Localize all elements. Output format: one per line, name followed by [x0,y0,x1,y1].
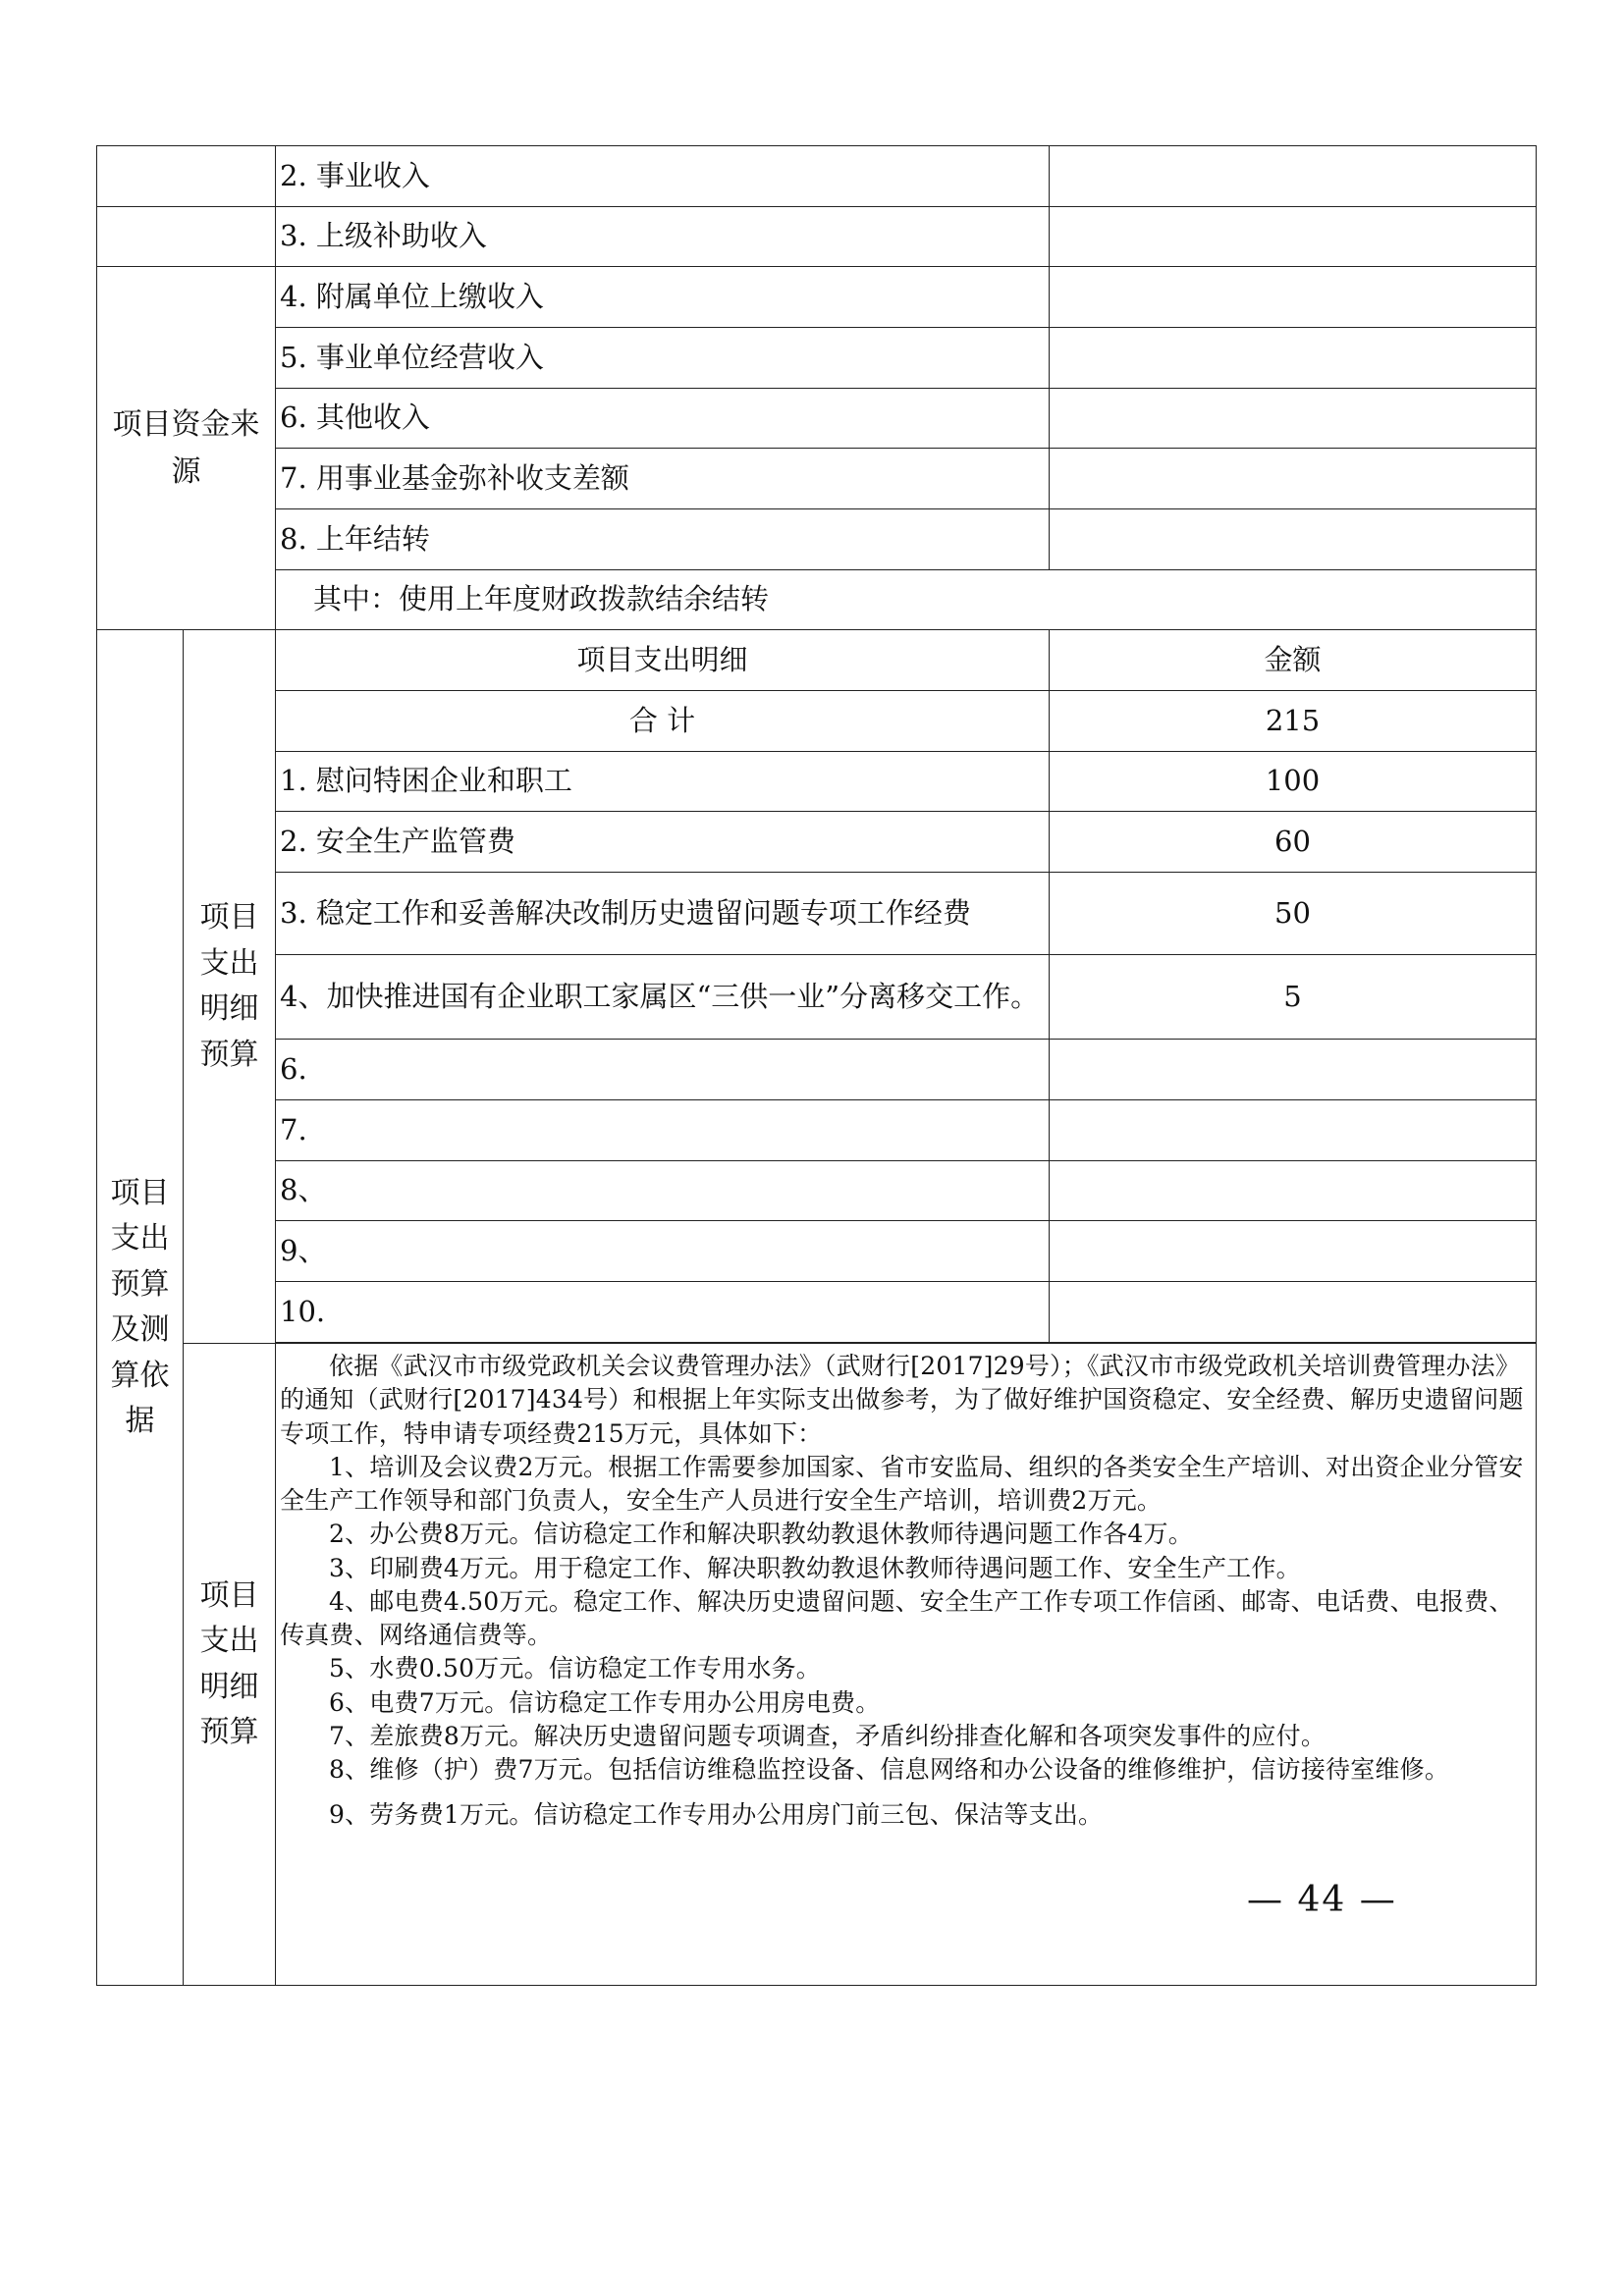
funding-amount-3 [1050,267,1537,328]
basis-paragraph: 7、差旅费8万元。解决历史遗留问题专项调查，矛盾纠纷排查化解和各项突发事件的应付。 [329,1721,1326,1750]
expenditure-total-amount: 215 [1050,691,1537,752]
basis-paragraph: 9、劳务费1万元。信访稳定工作专用办公用房门前三包、保洁等支出。 [329,1800,1104,1830]
funding-item-5: 6. 其他收入 [276,389,1050,449]
expenditure-row-item: 6. [276,1040,1050,1100]
funding-amount-1 [1050,146,1537,207]
expenditure-row-item: 10. [276,1282,1050,1343]
expenditure-row-amount [1050,1040,1537,1100]
expenditure-detail-label: 项目支出明细预算 [184,630,276,1344]
expenditure-section-label: 项目支出预算及测算依据 [97,630,184,1986]
expenditure-total-label: 合 计 [276,691,1050,752]
funding-item-1: 2. 事业收入 [276,146,1050,207]
expenditure-row-amount: 100 [1050,752,1537,812]
funding-amount-5 [1050,389,1537,449]
expenditure-row-item: 2. 安全生产监管费 [276,812,1050,873]
expenditure-row-item: 8、 [276,1161,1050,1221]
expenditure-row-item: 4、加快推进国有企业职工家属区“三供一业”分离移交工作。 [276,955,1050,1040]
funding-amount-6 [1050,449,1537,509]
funding-amount-2 [1050,207,1537,267]
expenditure-row-amount [1050,1161,1537,1221]
funding-amount-7 [1050,509,1537,570]
funding-label-cell-top [97,146,276,207]
funding-amount-4 [1050,328,1537,389]
expenditure-row-item: 3. 稳定工作和妥善解决改制历史遗留问题专项工作经费 [276,873,1050,955]
basis-paragraph: 3、印刷费4万元。用于稳定工作、解决职教幼教退休教师待遇问题工作、安全生产工作。 [329,1553,1301,1582]
expenditure-row-item: 9、 [276,1221,1050,1282]
basis-paragraph: 5、水费0.50万元。信访稳定工作专用水务。 [329,1654,821,1683]
expenditure-row-amount: 60 [1050,812,1537,873]
expenditure-row-item: 1. 慰问特困企业和职工 [276,752,1050,812]
funding-label-cell-top2 [97,207,276,267]
basis-paragraph: 1、培训及会议费2万元。根据工作需要参加国家、省市安监局、组织的各类安全生产培训、对出资企业分管安全生产工作领导和部门负责人，安全生产人员进行安全生产培训，培训费2万元。 [280,1452,1524,1515]
expenditure-row-amount [1050,1282,1537,1343]
expenditure-row-amount: 50 [1050,873,1537,955]
basis-paragraph: 4、邮电费4.50万元。稳定工作、解决历史遗留问题、安全生产工作专项工作信函、邮寄、电话费、电报费、传真费、网络通信费等。 [280,1586,1514,1649]
funding-sub-item: 其中：使用上年度财政拨款结余结转 [276,570,1537,630]
funding-item-4: 5. 事业单位经营收入 [276,328,1050,389]
expenditure-row-amount: 5 [1050,955,1537,1040]
funding-item-3: 4. 附属单位上缴收入 [276,267,1050,328]
funding-item-2: 3. 上级补助收入 [276,207,1050,267]
basis-paragraph: 6、电费7万元。信访稳定工作专用办公用房电费。 [329,1687,881,1717]
basis-paragraph: 依据《武汉市市级党政机关会议费管理办法》（武财行[2017]29号）；《武汉市市级党政机关培训费管理办法》的通知（武财行[2017]434号）和根据上年实际支出做参考，为了做好维护国资稳定、安全经费、解历史遗留问题专项工作，特申请专项经费215万元，具体如下： [280,1352,1524,1448]
funding-section-label: 项目资金来源 [97,267,276,630]
funding-item-6: 7. 用事业基金弥补收支差额 [276,449,1050,509]
funding-item-7: 8. 上年结转 [276,509,1050,570]
expenditure-row-amount [1050,1221,1537,1282]
expenditure-header-amount: 金额 [1050,630,1537,691]
expenditure-row-item: 7. [276,1100,1050,1161]
basis-paragraph: 2、办公费8万元。信访稳定工作和解决职教幼教退休教师待遇问题工作各4万。 [329,1520,1193,1549]
expenditure-header-item: 项目支出明细 [276,630,1050,691]
basis-paragraph: 8、维修（护）费7万元。包括信访维稳监控设备、信息网络和办公设备的维修维护，信访接待室维修。 [329,1755,1450,1784]
expenditure-row-amount [1050,1100,1537,1161]
budget-table [96,145,1537,1986]
page-number: — 44 — [1247,1880,1397,1920]
basis-label: 项目支出明细预算 [184,1344,276,1986]
